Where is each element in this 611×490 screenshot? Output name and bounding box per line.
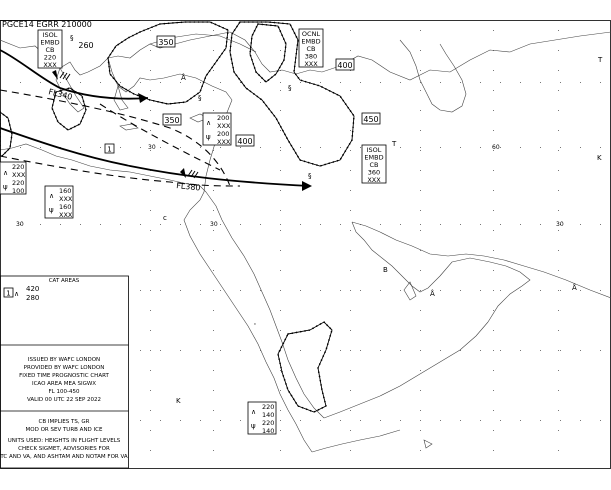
- svg-text:OCNL: OCNL: [301, 30, 321, 38]
- svg-text:T: T: [392, 140, 397, 148]
- cb-box: [38, 30, 62, 69]
- notes-line: TC AND VA, AND ASHTAM AND NOTAM FOR VA: [0, 454, 128, 460]
- svg-text:220: 220: [12, 163, 25, 171]
- icing-turb-box: [248, 402, 276, 435]
- svg-text:XXX: XXX: [217, 122, 231, 130]
- issued-line: ISSUED BY WAFC LONDON: [27, 357, 101, 363]
- svg-text:CB: CB: [369, 161, 379, 169]
- svg-text:XXX: XXX: [12, 171, 26, 179]
- notes-line: CB IMPLIES TS, GR: [38, 419, 90, 425]
- svg-text:XXX: XXX: [59, 195, 73, 203]
- svg-text:EMBD: EMBD: [301, 37, 321, 46]
- svg-text:§: §: [198, 94, 202, 102]
- chart-header: PGCE14 EGRR 210000: [2, 20, 92, 29]
- svg-text:XXX: XXX: [217, 138, 231, 146]
- notes-line: CHECK SIGMET, ADVISORIES FOR: [18, 446, 110, 452]
- tropo-height-label: 260: [78, 41, 94, 50]
- icing-turb-box: [0, 162, 26, 195]
- svg-text:ISOL: ISOL: [366, 146, 382, 154]
- svg-text:EMBD: EMBD: [40, 38, 60, 47]
- svg-text:K: K: [597, 154, 602, 162]
- svg-text:Å: Å: [430, 290, 435, 298]
- svg-text:XXX: XXX: [367, 176, 381, 184]
- issued-line: ICAO AREA MEA SIGWX: [31, 381, 97, 387]
- weather-markers: [70, 34, 603, 405]
- svg-text:T: T: [598, 56, 603, 64]
- icing-icon: ψ: [3, 183, 8, 191]
- svg-text:c: c: [163, 214, 167, 222]
- cb-box: [362, 145, 386, 184]
- svg-text:': ': [254, 322, 256, 330]
- svg-text:XXX: XXX: [43, 61, 57, 69]
- icing-turb-box: [45, 186, 73, 219]
- svg-text:XXX: XXX: [304, 60, 318, 68]
- tropo-height-label: 400: [337, 61, 353, 70]
- svg-text:220: 220: [262, 419, 275, 427]
- svg-text:220: 220: [262, 403, 275, 411]
- cat-area-id: 1: [6, 289, 11, 298]
- icing-icon: ψ: [206, 133, 211, 141]
- tropo-height-label: 350: [158, 38, 174, 47]
- cat-area-marker: 1: [107, 145, 112, 154]
- notes-line: UNITS USED: HEIGHTS IN FLIGHT LEVELS: [7, 438, 121, 444]
- turb-icon: ∧: [3, 169, 9, 177]
- svg-text:380: 380: [304, 52, 318, 61]
- svg-text:140: 140: [262, 411, 275, 419]
- turb-icon: ∧: [251, 408, 257, 416]
- svg-text:200: 200: [217, 130, 230, 138]
- icing-icon: ψ: [251, 422, 256, 430]
- notes-line: MOD OR SEV TURB AND ICE: [25, 427, 103, 433]
- jet-streams: [0, 50, 312, 191]
- issued-line: VALID 00 UTC 22 SEP 2022: [26, 397, 102, 403]
- svg-text:CB: CB: [306, 45, 316, 53]
- issued-line: FL 100-450: [48, 389, 80, 395]
- svg-text:CB: CB: [45, 46, 55, 54]
- svg-text:XXX: XXX: [59, 211, 73, 219]
- svg-text:B: B: [383, 266, 388, 274]
- tropo-height-label: 400: [237, 137, 253, 146]
- turb-icon: ∧: [14, 290, 20, 298]
- info-panel: [0, 276, 129, 468]
- grid-label: 30: [556, 221, 564, 228]
- svg-text:ISOL: ISOL: [42, 31, 58, 39]
- svg-text:160: 160: [59, 203, 72, 211]
- svg-text:K: K: [176, 397, 181, 405]
- svg-text:220: 220: [43, 53, 57, 62]
- tropo-height-label: 350: [164, 116, 180, 125]
- svg-text:360: 360: [367, 168, 381, 177]
- svg-text:140: 140: [262, 427, 275, 435]
- svg-text:200: 200: [217, 114, 230, 122]
- cat-area-top: 420: [26, 285, 40, 293]
- cb-box: [299, 29, 323, 68]
- svg-text:Å: Å: [572, 284, 577, 292]
- grid-label: 30: [148, 144, 156, 151]
- svg-text:§: §: [70, 34, 74, 42]
- jet-fl-label: FL340: [47, 87, 74, 102]
- issued-line: FIXED TIME PROGNOSTIC CHART: [19, 373, 109, 379]
- turb-icon: ∧: [206, 119, 212, 127]
- icing-icon: ψ: [49, 206, 54, 214]
- svg-text:100: 100: [12, 187, 25, 195]
- icing-turb-box: [203, 113, 231, 146]
- svg-text:160: 160: [59, 187, 72, 195]
- cat-areas-title: CAT AREAS: [48, 278, 80, 284]
- svg-text:Å: Å: [181, 74, 186, 82]
- turb-icon: ∧: [49, 192, 55, 200]
- grid-label: 30: [210, 221, 218, 228]
- svg-text:§: §: [308, 172, 312, 180]
- svg-text:§: §: [288, 84, 292, 92]
- issued-line: PROVIDED BY WAFC LONDON: [23, 365, 105, 371]
- cat-area-bottom: 280: [26, 294, 40, 302]
- svg-text:EMBD: EMBD: [364, 153, 384, 162]
- jet-fl-label: FL380: [175, 181, 201, 193]
- tropo-height-label: 450: [363, 115, 379, 124]
- svg-text:220: 220: [12, 179, 25, 187]
- grid-label: 30: [16, 221, 24, 228]
- grid-label: 60: [492, 144, 500, 151]
